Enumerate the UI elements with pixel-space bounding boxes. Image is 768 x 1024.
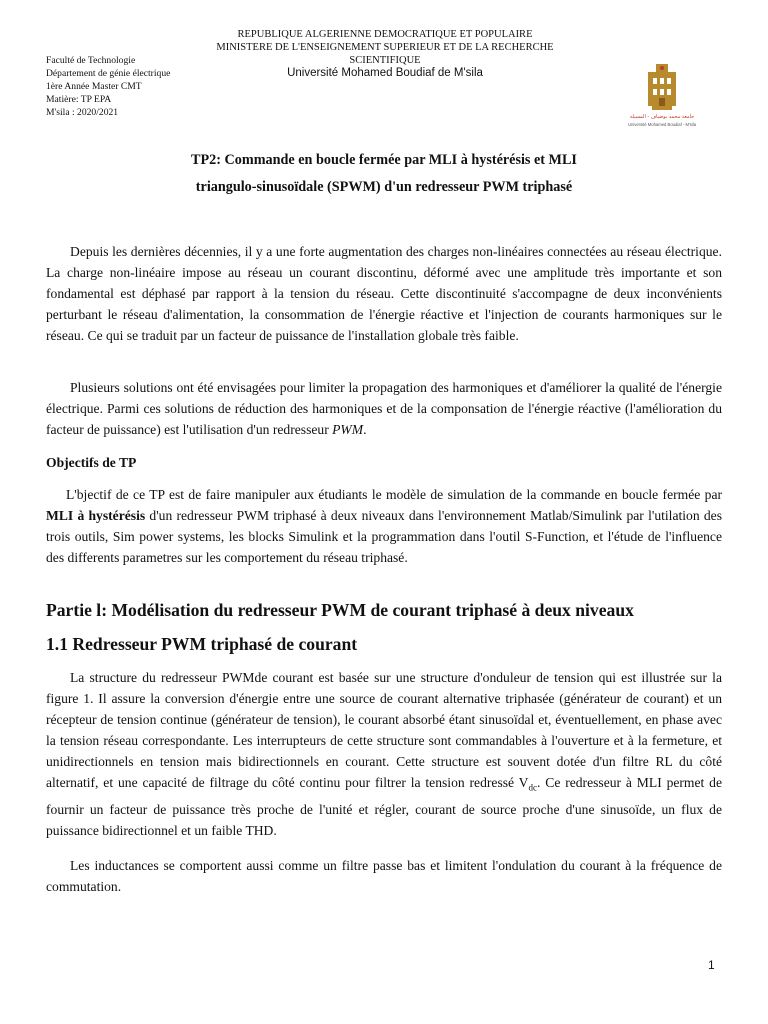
page-number: 1 <box>708 958 715 972</box>
header-university: Université Mohamed Boudiaf de M'sila <box>287 67 483 79</box>
header-block <box>180 28 590 80</box>
logo-caption-latin: Université Mohamed Boudiaf - M'sila <box>627 122 697 127</box>
info-department: Département de génie électrique <box>46 68 171 79</box>
info-subject: Matière: TP EPA <box>46 94 112 105</box>
part1-paragraph-1: La structure du redresseur PWMde courant est basée sur une structure d'onduleur de tension qui est illustrée sur la figure 1. Il assure la conversion d'énergie entre une source de courant alternative triphasée (générateur de courant) et un récepteur de tension continue (générateur de tension), le courant absorbé étant sinusoïdal et, éventuellement, en phase avec la tension réseau correspondante. Les interrupteurs de cette structure sont commandables à l'ouverture et à la fermeture, et unidirectionnels en tension mais bidirectionnels en courant. Cette structure est souvent dotée d'un filtre RL du côté alternatif, et une capacité de filtrage du côté continu pour filtrer la tension redressé $V_{dc}$. Ce redresseur à MLI permet de fournir un facteur de puissance très proche de l'unité et régler, courant de source proche d'une sinusoïde, un flux de puissance bidirectionnel et un faible THD. <box>46 670 722 838</box>
info-year: 1ère Année Master CMT <box>46 81 142 92</box>
header-republic: REPUBLIQUE ALGERIENNE DEMOCRATIQUE ET POPULAIRE <box>237 29 533 40</box>
tp-title-line1: TP2: Commande en boucle fermée par MLI à hystérésis et MLI <box>191 152 577 168</box>
info-place-date: M'sila : 2020/2021 <box>46 107 119 118</box>
part1-subheading: 1.1 Redresseur PWM triphasé de courant <box>46 634 358 654</box>
header-ministry: MINISTERE DE L'ENSEIGNEMENT SUPERIEUR ET DE LA RECHERCHE <box>216 42 554 53</box>
logo-caption-arabic: جامعة محمد بوضياف - المسيلة <box>629 114 695 120</box>
tp-title-line2: triangulo-sinusoïdale (SPWM) d'un redresseur PWM triphasé <box>195 179 573 195</box>
course-info <box>46 54 170 119</box>
intro-paragraph-1: Depuis les dernières décennies, il y a une forte augmentation des charges non-linéaires connectées au réseau électrique. La charge non-linéaire impose au réseau un courant discontinu, déformé avec une amplitude très importante et son fondamental est déphasé par rapport à la tension du réseau. Cette discontinuité s'accompagne de deux inconvénients perturbant le réseau d'alimentation, la consommation de l'énergie réactive et l'injection de courants harmoniques sur le réseau. Ce qui se traduit par un facteur de puissance de l'installation globale très faible. <box>46 244 722 343</box>
objectives-paragraph: L'bjectif de ce TP est de faire manipuler aux étudiants le modèle de simulation de la commande en boucle fermée par MLI à hystérésis d'un redresseur PWM triphasé à deux niveaux dans l'environnement Matlab/Simulink par l'utilation des trois outils, Sim power systems, les blocks Simulink et la programmation dans l'outil S-Function, et l'étude de l'influence des differents parametres sur les comportement du réseau triphasé. <box>46 487 722 565</box>
header-ministry-cont: SCIENTIFIQUE <box>349 55 421 66</box>
part1-heading: Partie l: Modélisation du redresseur PWM de courant triphasé à deux niveaux <box>46 600 634 620</box>
part1-paragraph-2: Les inductances se comportent aussi comme un filtre passe bas et limitent l'ondulation du courant à la fréquence de commutation. <box>46 858 722 894</box>
info-faculty: Faculté de Technologie <box>46 55 136 66</box>
objectives-heading: Objectifs de TP <box>46 455 137 470</box>
university-logo-icon <box>612 58 712 130</box>
intro-paragraph-2: Plusieurs solutions ont été envisagées pour limiter la propagation des harmoniques et d'améliorer la qualité de l'énergie électrique. Parmi ces solutions de réduction des harmoniques et de la componsation de l'énergie réactive (l'amélioration du facteur de puissance) est l'utilisation d'un redresseur PWM. <box>46 380 722 437</box>
